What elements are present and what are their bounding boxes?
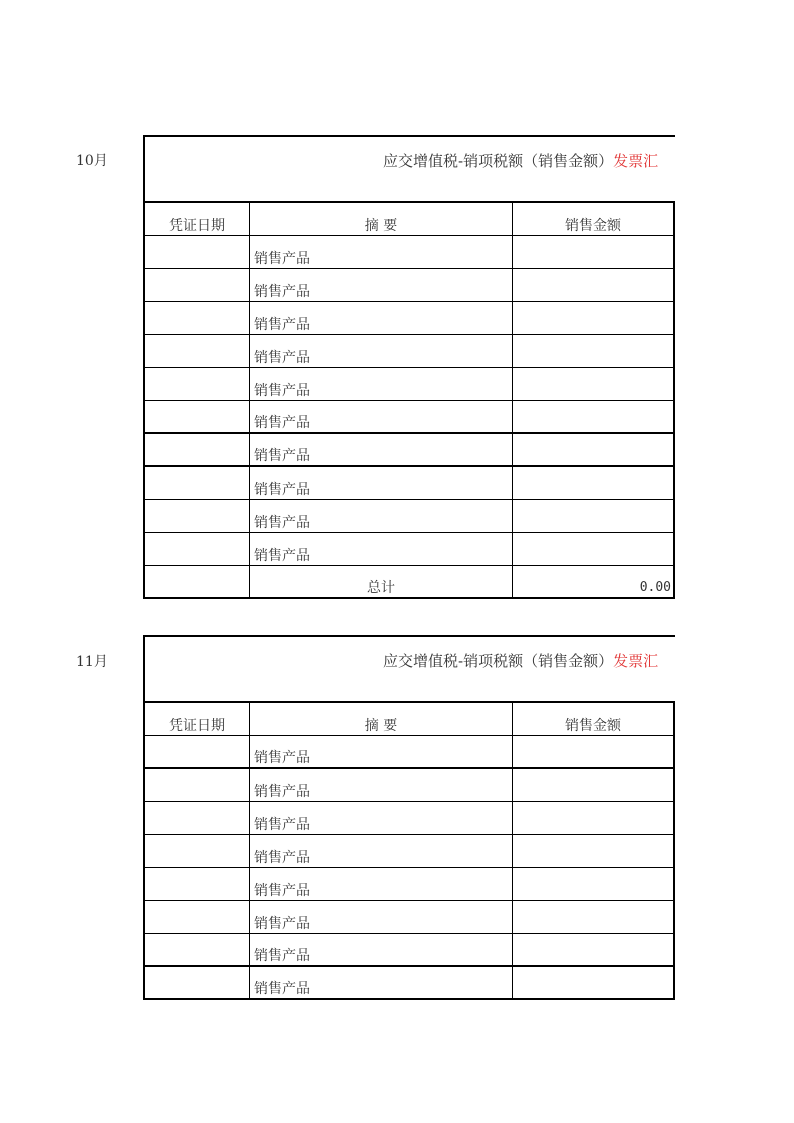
summary-text: 销售产品	[254, 482, 310, 498]
invoice-summary-table-october	[143, 135, 675, 599]
summary-cell[interactable]	[250, 368, 513, 400]
table-title-row	[145, 137, 675, 203]
table-row	[145, 802, 675, 835]
summary-text: 销售产品	[254, 850, 310, 866]
header-summary	[250, 203, 513, 235]
amount-cell[interactable]	[513, 967, 675, 998]
summary-cell[interactable]	[250, 835, 513, 867]
table-title-highlight: 发票汇	[613, 652, 659, 670]
header-row	[145, 203, 675, 236]
amount-cell[interactable]	[513, 302, 675, 334]
summary-cell[interactable]	[250, 533, 513, 565]
amount-cell[interactable]	[513, 434, 675, 465]
amount-cell[interactable]	[513, 868, 675, 900]
header-summary-label: 摘 要	[364, 218, 398, 234]
summary-cell[interactable]	[250, 736, 513, 767]
date-cell[interactable]	[145, 835, 250, 867]
total-date-cell	[145, 566, 250, 597]
invoice-summary-table-november	[143, 635, 675, 1000]
summary-text: 销售产品	[254, 284, 310, 300]
total-row	[145, 566, 675, 599]
header-summary	[250, 703, 513, 735]
table-row	[145, 736, 675, 769]
table-title-main: 应交增值税-销项税额（销售金额）	[383, 152, 614, 170]
table-row	[145, 500, 675, 533]
total-label-cell	[250, 566, 513, 597]
summary-text: 销售产品	[254, 916, 310, 932]
summary-cell[interactable]	[250, 967, 513, 998]
date-cell[interactable]	[145, 934, 250, 965]
date-cell[interactable]	[145, 967, 250, 998]
summary-cell[interactable]	[250, 467, 513, 499]
header-amount	[513, 703, 675, 735]
table-row	[145, 967, 675, 1000]
table-row	[145, 236, 675, 269]
table-title	[383, 650, 658, 671]
date-cell[interactable]	[145, 500, 250, 532]
amount-cell[interactable]	[513, 802, 675, 834]
amount-cell[interactable]	[513, 236, 675, 268]
date-cell[interactable]	[145, 769, 250, 801]
summary-text: 销售产品	[254, 515, 310, 531]
amount-cell[interactable]	[513, 269, 675, 301]
table-row	[145, 868, 675, 901]
table-title-row	[145, 637, 675, 703]
header-amount	[513, 203, 675, 235]
summary-text: 销售产品	[254, 317, 310, 333]
date-cell[interactable]	[145, 901, 250, 933]
summary-cell[interactable]	[250, 434, 513, 465]
header-summary-label: 摘 要	[364, 718, 398, 734]
summary-cell[interactable]	[250, 401, 513, 432]
month-label-october: 10月	[76, 153, 108, 169]
summary-text: 销售产品	[254, 817, 310, 833]
header-date-label: 凭证日期	[169, 718, 225, 734]
table-row	[145, 769, 675, 802]
date-cell[interactable]	[145, 802, 250, 834]
summary-text: 销售产品	[254, 948, 310, 964]
summary-cell[interactable]	[250, 901, 513, 933]
summary-cell[interactable]	[250, 802, 513, 834]
amount-cell[interactable]	[513, 467, 675, 499]
date-cell[interactable]	[145, 302, 250, 334]
summary-cell[interactable]	[250, 302, 513, 334]
header-date	[145, 703, 250, 735]
table-title-highlight: 发票汇	[613, 152, 659, 170]
total-value: 0.00	[639, 580, 671, 595]
table-row	[145, 901, 675, 934]
month-label-november: 11月	[76, 654, 108, 670]
table-row	[145, 467, 675, 500]
table-row	[145, 434, 675, 467]
summary-cell[interactable]	[250, 868, 513, 900]
amount-cell[interactable]	[513, 500, 675, 532]
table-row	[145, 835, 675, 868]
total-value-cell	[513, 566, 675, 597]
summary-text: 销售产品	[254, 251, 310, 267]
table-row	[145, 401, 675, 434]
amount-cell[interactable]	[513, 934, 675, 965]
summary-cell[interactable]	[250, 269, 513, 301]
total-label: 总计	[367, 580, 395, 596]
table-row	[145, 302, 675, 335]
summary-cell[interactable]	[250, 769, 513, 801]
date-cell[interactable]	[145, 434, 250, 465]
table-title-main: 应交增值税-销项税额（销售金额）	[383, 652, 614, 670]
date-cell[interactable]	[145, 868, 250, 900]
date-cell[interactable]	[145, 368, 250, 400]
header-date	[145, 203, 250, 235]
amount-cell[interactable]	[513, 368, 675, 400]
table-row	[145, 335, 675, 368]
amount-cell[interactable]	[513, 335, 675, 367]
date-cell[interactable]	[145, 335, 250, 367]
header-row	[145, 703, 675, 736]
amount-cell[interactable]	[513, 736, 675, 767]
summary-cell[interactable]	[250, 500, 513, 532]
amount-cell[interactable]	[513, 533, 675, 565]
summary-text: 销售产品	[254, 415, 310, 431]
summary-text: 销售产品	[254, 448, 310, 464]
amount-cell[interactable]	[513, 901, 675, 933]
table-row	[145, 368, 675, 401]
amount-cell[interactable]	[513, 769, 675, 801]
date-cell[interactable]	[145, 401, 250, 432]
date-cell[interactable]	[145, 736, 250, 767]
summary-text: 销售产品	[254, 883, 310, 899]
date-cell[interactable]	[145, 236, 250, 268]
summary-text: 销售产品	[254, 350, 310, 366]
date-cell[interactable]	[145, 269, 250, 301]
summary-text: 销售产品	[254, 981, 310, 997]
summary-text: 销售产品	[254, 383, 310, 399]
header-amount-label: 销售金额	[565, 718, 621, 734]
header-amount-label: 销售金额	[565, 218, 621, 234]
summary-cell[interactable]	[250, 236, 513, 268]
table-title	[383, 150, 658, 171]
summary-text: 销售产品	[254, 548, 310, 564]
amount-cell[interactable]	[513, 835, 675, 867]
date-cell[interactable]	[145, 533, 250, 565]
date-cell[interactable]	[145, 467, 250, 499]
summary-text: 销售产品	[254, 784, 310, 800]
header-date-label: 凭证日期	[169, 218, 225, 234]
summary-text: 销售产品	[254, 750, 310, 766]
table-row	[145, 269, 675, 302]
table-row	[145, 934, 675, 967]
summary-cell[interactable]	[250, 335, 513, 367]
amount-cell[interactable]	[513, 401, 675, 432]
table-row	[145, 533, 675, 566]
summary-cell[interactable]	[250, 934, 513, 965]
